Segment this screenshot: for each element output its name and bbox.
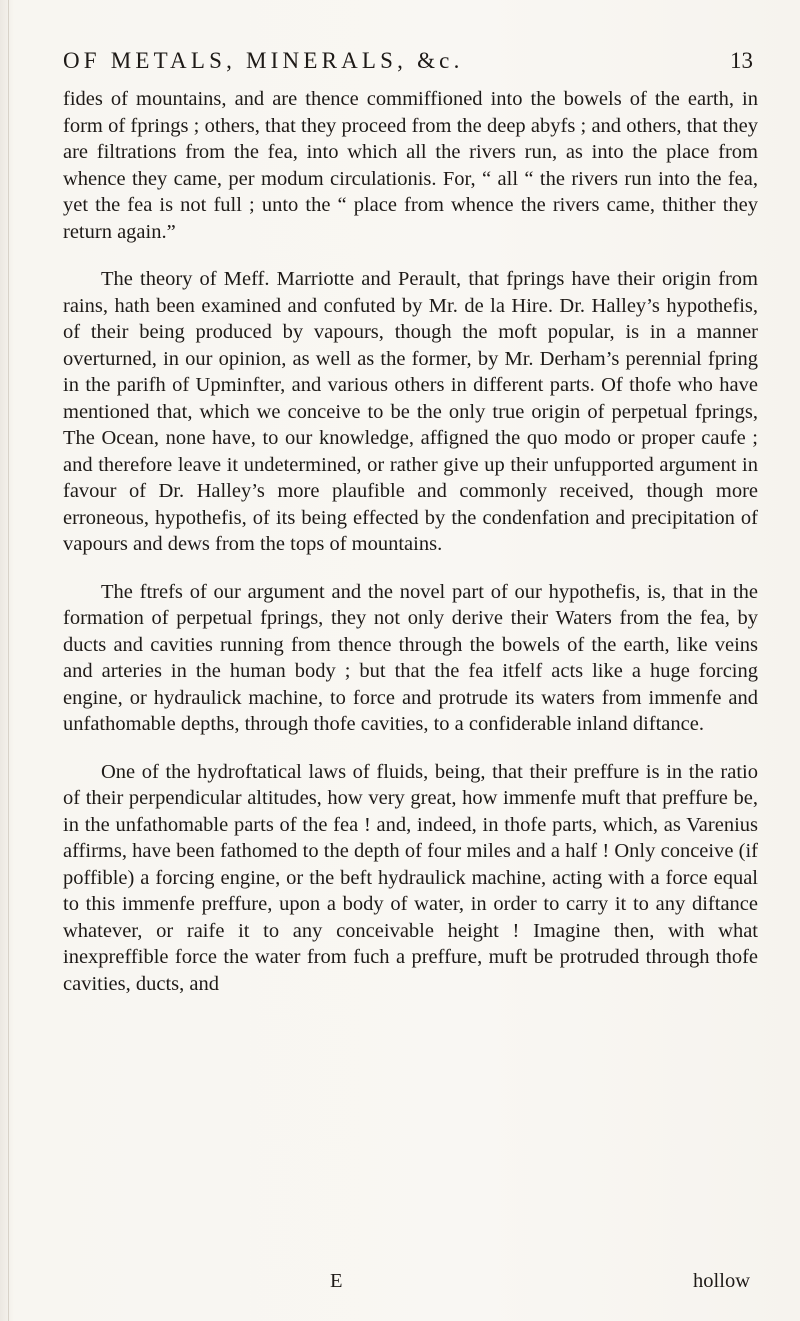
- catchword: hollow: [693, 1270, 750, 1292]
- paragraph-2: The theory of Meff. Marriotte and Perault, that fprings have their origin from rains, hath been examined and confuted by Mr. de la Hire. Dr. Halley’s hypothefis, of their being produced by vapours, though the moft popular, is in a manner overturned, in our opinion, as well as the former, by Mr. Derham’s perennial fpring in the parifh of Upminfter, and various others in different parts. Of thofe who have mentioned that, which we conceive to be the only true origin of perpetual fprings, The Ocean, none have, to our knowledge, affigned the quo modo or proper caufe ; and therefore leave it undetermined, or rather give up their unfupported argument in favour of Dr. Halley’s more plaufible and commonly received, though more erroneous, hypothefis, of its being effected by the condenfation and precipitation of vapours and dews from the tops of mountains.: [63, 268, 758, 555]
- signature-mark: E: [330, 1270, 343, 1292]
- page-header: [63, 48, 753, 82]
- paragraph-1: fides of mountains, and are thence commiffioned into the bowels of the earth, in form of fprings ; others, that they proceed from the deep abyfs ; and others, that they are filtrations from the fea, into which all the rivers run, as into the place from whence they came, per modum circulationis. For, “ all “ the rivers run into the fea, yet the fea is not full ; unto the “ place from whence the rivers came, thither they return again.”: [63, 88, 758, 243]
- paragraph-3: The ftrefs of our argument and the novel part of our hypothefis, is, that in the formation of perpetual fprings, they not only derive their Waters from the fea, by ducts and cavities running from thence through the bowels of the earth, like veins and arteries in the human body ; but that the fea itfelf acts like a huge forcing engine, or hydraulick machine, to force and protrude its waters from immenfe and unfathomable depths, through thofe cavities, to a confiderable inland diftance.: [63, 580, 758, 735]
- running-head: OF METALS, MINERALS, &c.: [63, 48, 464, 73]
- page-number: 13: [730, 48, 753, 73]
- body-text: [63, 86, 758, 997]
- paragraph-4: One of the hydroftatical laws of fluids, being, that their preffure is in the ratio of their perpendicular altitudes, how very great, how immenfe muft that preffure be, in the unfathomable parts of the fea ! and, indeed, in thofe parts, which, as Varenius affirms, have been fathomed to the depth of four miles and a half ! Only conceive (if poffible) a forcing engine, or the beft hydraulick machine, acting with a force equal to this immenfe preffure, upon a body of water, in order to carry it to any diftance whatever, or raife it to any conceivable height ! Imagine then, with what inexpreffible force the water from fuch a preffure, muft be protruded through thofe cavities, ducts, and: [63, 760, 758, 995]
- page-footer: [63, 1270, 758, 1298]
- page-gutter: [8, 0, 9, 1321]
